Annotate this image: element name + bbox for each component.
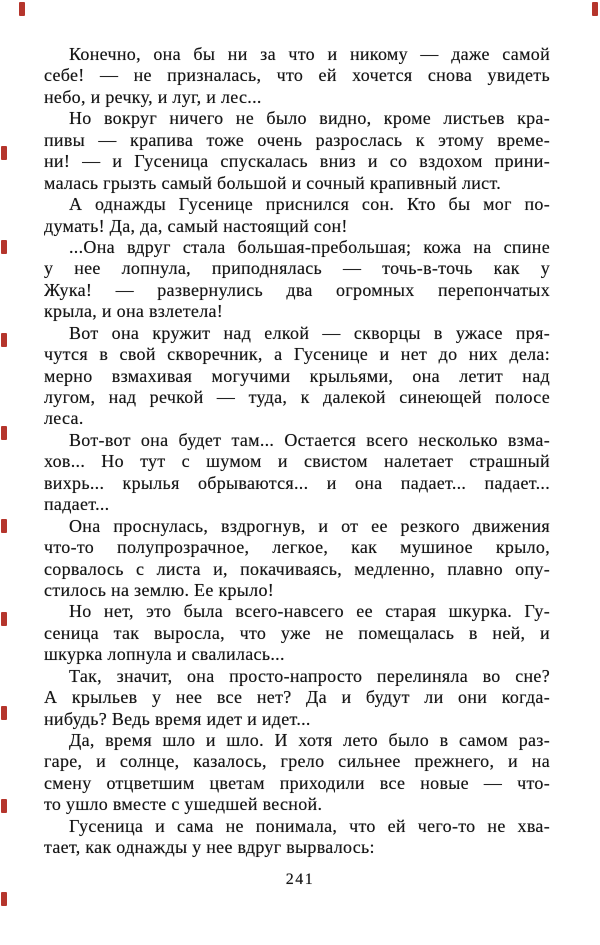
text-line: Гусеница и сама не понимала, что ей чего-то не хва- xyxy=(69,815,550,836)
text-line: леса. xyxy=(44,408,84,429)
text-line: тает, как однажды у нее вдруг вырвалось: xyxy=(44,837,375,858)
red-scan-mark xyxy=(1,426,7,440)
red-scan-mark xyxy=(1,519,7,533)
text-line: А однажды Гусенице приснился сон. Кто бы мог по- xyxy=(69,194,550,215)
text-line: ни! — и Гусеница спускалась вниз и со вздохом прини- xyxy=(44,151,550,172)
text-line: А крыльев у нее все нет? Да и будут ли они когда- xyxy=(44,687,550,708)
text-line: хов... Но тут с шумом и свистом налетает страшный xyxy=(44,451,550,472)
text-line: Да, время шло и шло. И хотя лето было в самом раз- xyxy=(69,730,550,750)
text-line: Вот-вот она будет там... Остается всего несколько взма- xyxy=(69,429,550,450)
text-line: сорвалось с листа и, покачиваясь, медленно, плавно опу- xyxy=(44,558,550,579)
text-line: Но вокруг ничего не было видно, кроме листьев кра- xyxy=(69,108,550,129)
text-line: что-то полупрозрачное, легкое, как мушиное крыло, xyxy=(44,537,550,558)
page-text xyxy=(44,44,550,859)
red-scan-mark xyxy=(592,2,598,16)
red-scan-mark xyxy=(1,799,7,813)
text-line: гаре, и солнце, казалось, грело сильнее прежнего, и на xyxy=(44,751,550,772)
text-line: то ушло вместе с ушедшей весной. xyxy=(44,794,323,815)
text-line: шкурка лопнула и свалилась... xyxy=(44,644,285,665)
text-line: мерно взмахивая могучими крыльями, она летит над xyxy=(44,365,550,386)
text-line: пивы — крапива тоже очень разрослась к этому време- xyxy=(44,129,550,150)
text-line: Так, значит, она просто-напросто перелиняла во сне? xyxy=(69,665,550,686)
text-line: вихрь... крылья обрываются... и она падает... падает... xyxy=(44,472,550,493)
text-line: крыла, и она взлетела! xyxy=(44,301,224,322)
text-line: сеница так выросла, что уже не помещалась в ней, и xyxy=(44,622,550,643)
text-line: небо, и речку, и луг, и лес... xyxy=(44,86,262,107)
red-scan-mark xyxy=(1,333,7,347)
text-line: стилось на землю. Ее крыло! xyxy=(44,579,275,600)
red-scan-mark xyxy=(1,892,7,906)
text-line: себе! — не призналась, что ей хочется снова увидеть xyxy=(44,65,550,86)
text-line: у нее лопнула, приподнялась — точь-в-точь как у xyxy=(44,258,550,279)
text-line: чутся в свой скворечник, а Гусенице и нет до них дела: xyxy=(44,344,550,365)
text-line: думать! Да, да, самый настоящий сон! xyxy=(44,215,348,236)
red-scan-mark xyxy=(1,612,7,626)
page-number: 241 xyxy=(285,871,315,888)
text-line: нибудь? Ведь время идет и идет... xyxy=(44,708,311,729)
text-line: Но нет, это была всего-навсего ее старая шкурка. Гу- xyxy=(69,601,550,622)
text-line: малась грызть самый большой и сочный крапивный лист. xyxy=(44,172,502,193)
text-line: смену отцветшим цветам приходили все новые — что- xyxy=(44,772,550,793)
red-scan-mark xyxy=(1,240,7,254)
text-line: ...Она вдруг стала большая-пребольшая; кожа на спине xyxy=(69,236,550,257)
text-line: падает... xyxy=(44,494,110,515)
text-line: Вот она кружит над елкой — скворцы в ужасе пря- xyxy=(69,322,550,343)
text-line: лугом, над речкой — туда, к далекой синеющей полосе xyxy=(44,387,550,407)
red-scan-mark xyxy=(19,2,25,16)
red-scan-mark xyxy=(1,146,7,160)
red-scan-mark xyxy=(1,706,7,720)
text-line: Она проснулась, вздрогнув, и от ее резкого движения xyxy=(69,515,550,536)
text-line: Конечно, она бы ни за что и никому — даже самой xyxy=(69,44,550,64)
text-line: Жука! — развернулись два огромных перепончатых xyxy=(44,279,550,300)
